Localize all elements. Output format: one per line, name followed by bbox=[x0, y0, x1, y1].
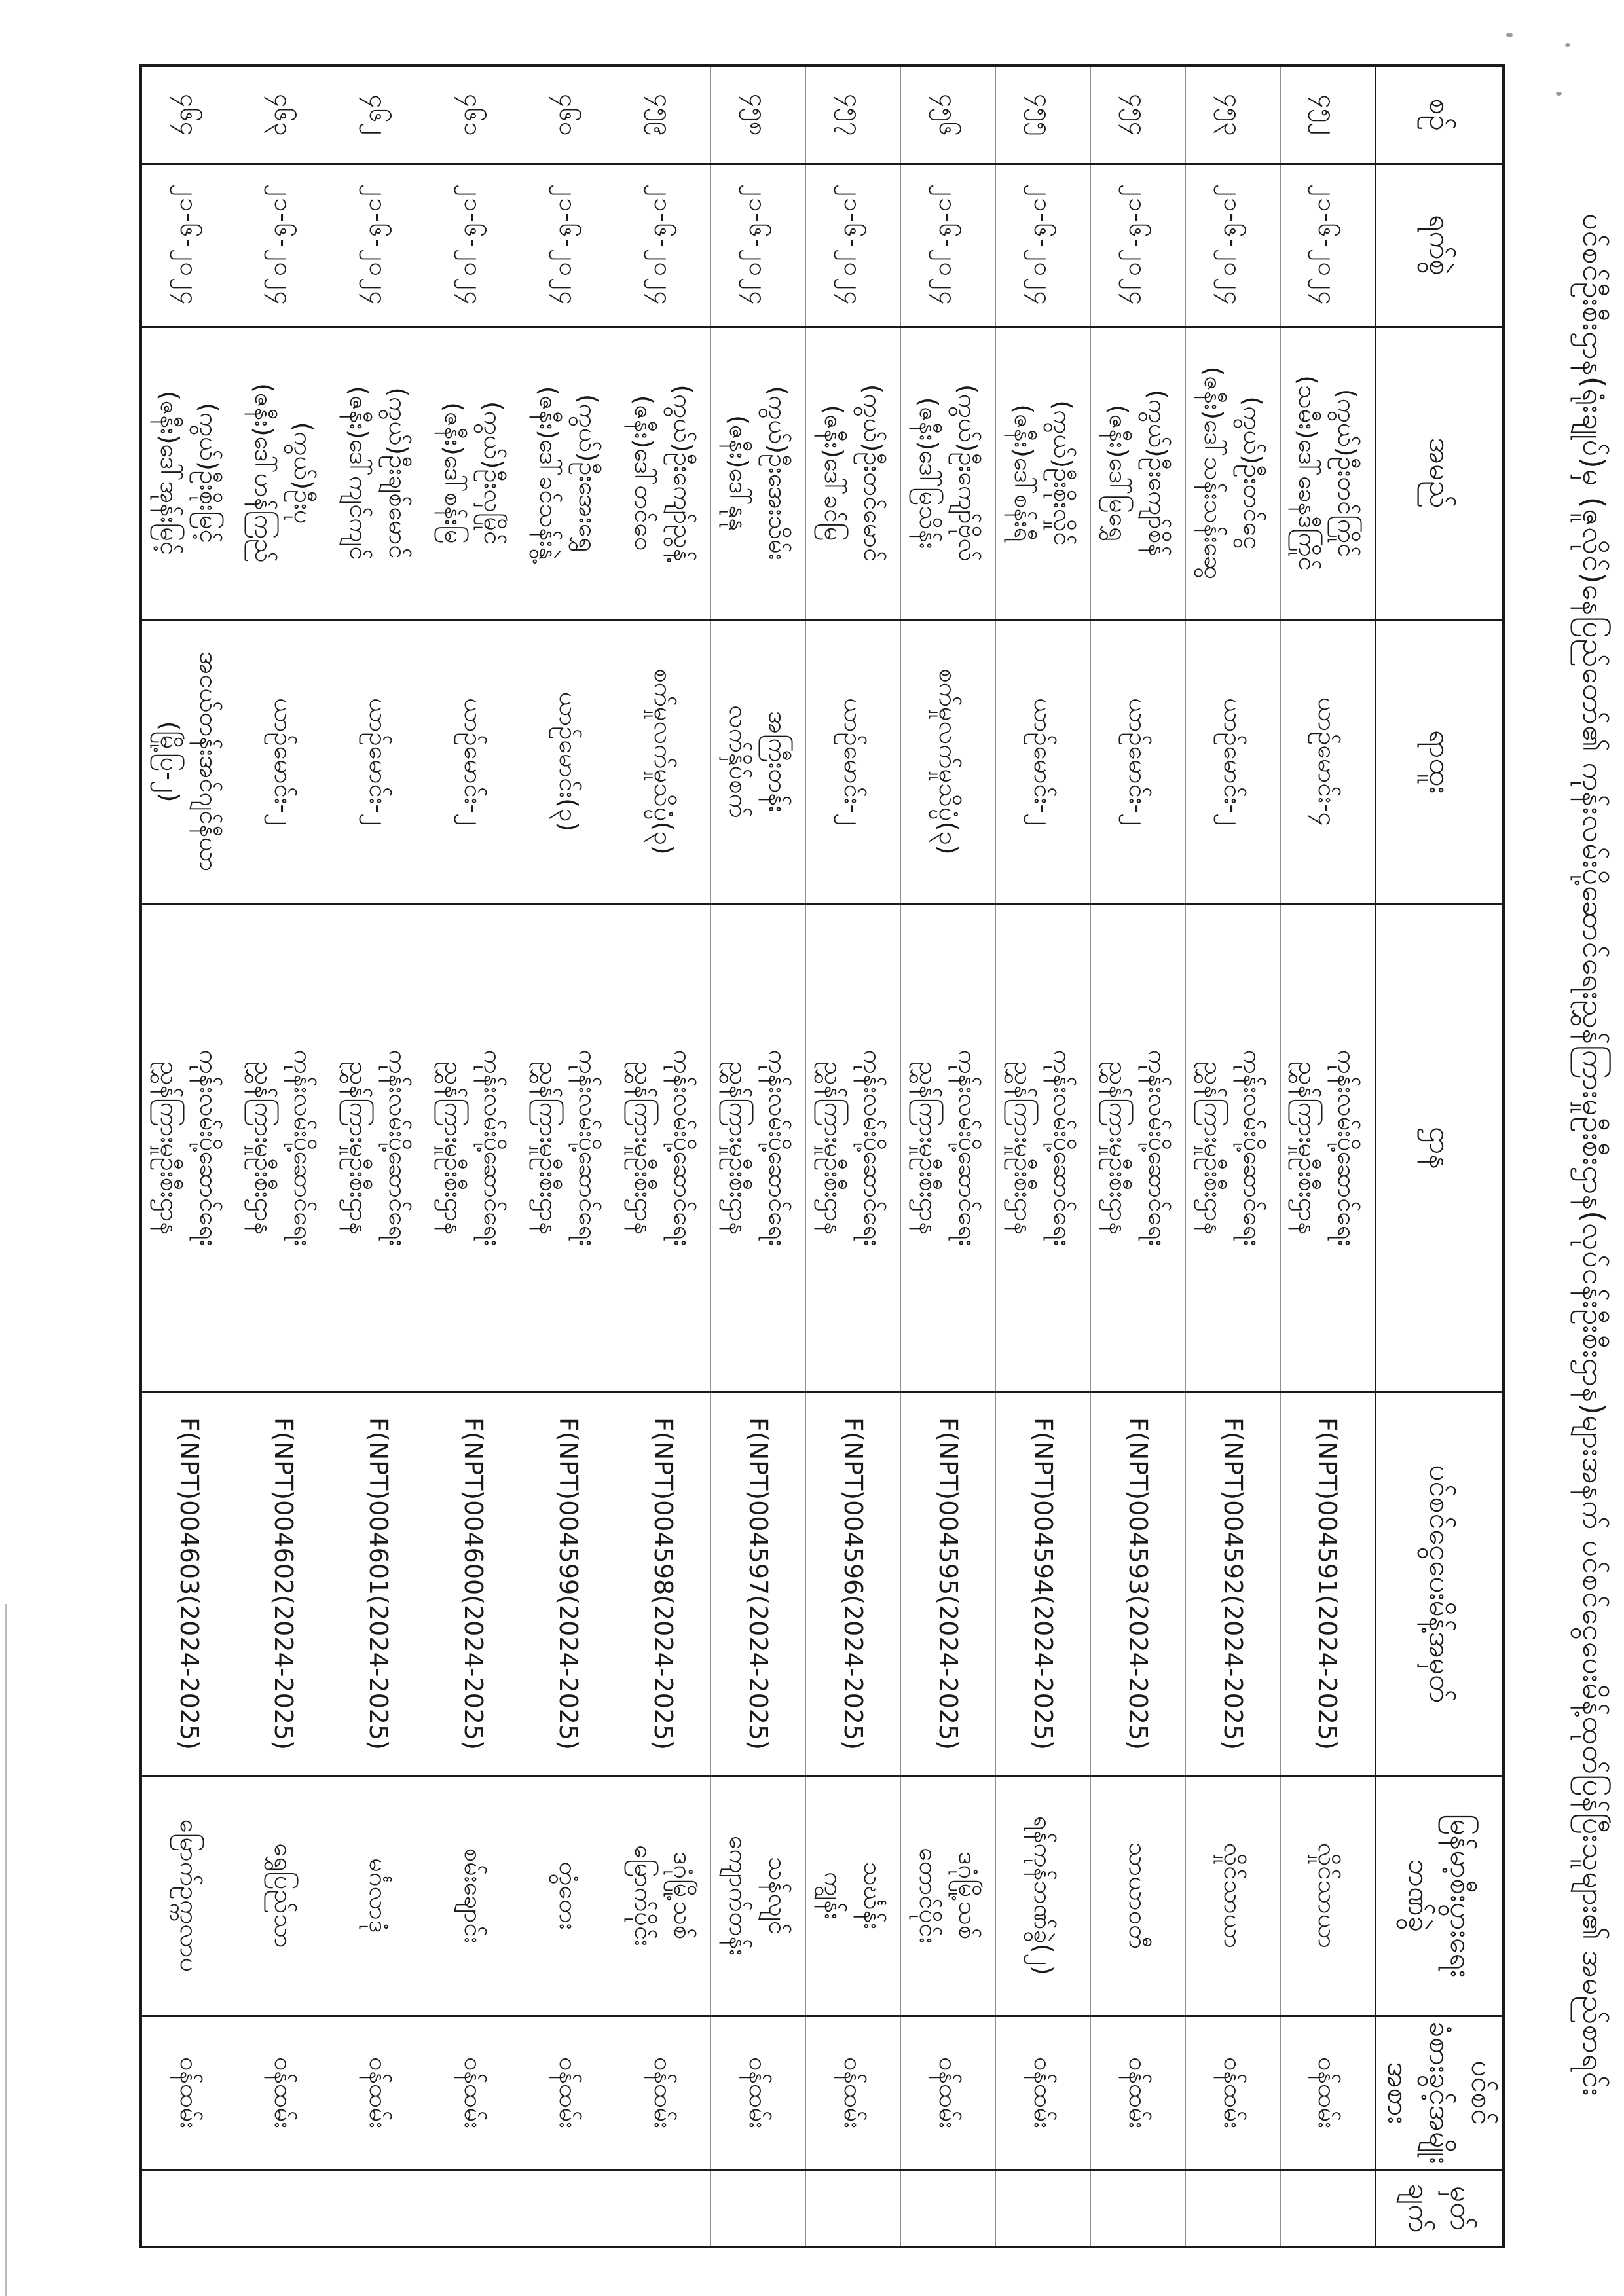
cell-pension-type: ဝန်ထမ်း bbox=[1091, 2016, 1186, 2170]
cell-pension-type: ဝန်ထမ်း bbox=[901, 2016, 996, 2170]
cell-pension-type: ဝန်ထမ်း bbox=[521, 2016, 616, 2170]
cell-name: (ကွယ်)ဦးကျော်ဗိုလ် (ဇနီး)ဒေါ်မြသိန်း bbox=[901, 327, 996, 619]
cell-remark bbox=[806, 2170, 901, 2247]
scan-speck bbox=[1506, 33, 1513, 37]
cell-remark bbox=[996, 2170, 1091, 2247]
cell-order-no: F(NPT)004595(2024-2025) bbox=[901, 1392, 996, 1776]
cell-serial: ၄၅၇ bbox=[806, 65, 901, 164]
cell-bank-branch: လှိုင်သာယာ bbox=[1186, 1776, 1281, 2016]
cell-remark bbox=[1091, 2170, 1186, 2247]
table-row-457 bbox=[806, 65, 901, 2247]
cell-bank-branch: မင်္ဂလာဒုံ bbox=[331, 1776, 426, 2016]
cell-name: (ကွယ်)ဦးစိုးမြင့် (ဇနီး)ဒေါ်အုန်းမြင့် bbox=[141, 327, 236, 619]
cell-date: ၂၁-၆-၂၀၂၄ bbox=[1186, 164, 1281, 327]
cell-department: ကုန်းလမ်းပို့ဆောင်ရေး ညွှန်ကြားမှုဦးစီးဌာန bbox=[616, 904, 711, 1392]
cell-pension-type: ဝန်ထမ်း bbox=[331, 2016, 426, 2170]
table-row-461 bbox=[426, 65, 521, 2247]
cell-name: (ကွယ်)ဦးတင်မောင် (ဇနီး)ဒေါ်ခင်မြ bbox=[806, 327, 901, 619]
table-row-462 bbox=[331, 65, 426, 2247]
cell-bank-branch: စမ်းချောင်း bbox=[426, 1776, 521, 2016]
cell-name: (ကွယ်)ဦးအေးသိမ်း (ဇနီး)ဒေါ်နုနု bbox=[711, 327, 806, 619]
cell-bank-branch: ဒဂုံမြို့သစ် တောင်ပိုင်း bbox=[901, 1776, 996, 2016]
cell-bank-branch: သန်လျင် ကျောက်တန်း bbox=[711, 1776, 806, 2016]
cell-date: ၂၁-၆-၂၀၂၄ bbox=[616, 164, 711, 327]
col-header-order-no: ပင်စင်ငွေပေးမိန့်အမှတ် bbox=[1376, 1392, 1504, 1776]
cell-remark bbox=[331, 2170, 426, 2247]
cell-order-no: F(NPT)004596(2024-2025) bbox=[806, 1392, 901, 1776]
cell-remark bbox=[1281, 2170, 1376, 2247]
cell-pension-type: ဝန်ထမ်း bbox=[1186, 2016, 1281, 2170]
cell-date: ၂၁-၆-၂၀၂၄ bbox=[806, 164, 901, 327]
table-row-460 bbox=[521, 65, 616, 2247]
cell-order-no: F(NPT)004597(2024-2025) bbox=[711, 1392, 806, 1776]
cell-remark bbox=[711, 2170, 806, 2247]
cell-remark bbox=[1186, 2170, 1281, 2247]
cell-pension-type: ဝန်ထမ်း bbox=[1281, 2016, 1376, 2170]
cell-order-no: F(NPT)004602(2024-2025) bbox=[236, 1392, 331, 1776]
cell-date: ၂၁-၆-၂၀၂၄ bbox=[236, 164, 331, 327]
cell-remark bbox=[521, 2170, 616, 2247]
cell-pension-type: ဝန်ထမ်း bbox=[426, 2016, 521, 2170]
cell-serial: ၄၆၄ bbox=[141, 65, 236, 164]
cell-position: ယာဉ်မောင်း-၂ bbox=[331, 619, 426, 904]
cell-position: ယာဉ်မောင်း-၄ bbox=[1281, 619, 1376, 904]
cell-position: ယာဉ်မောင်း(၃) bbox=[521, 619, 616, 904]
cell-date: ၂၁-၆-၂၀၂၄ bbox=[141, 164, 236, 327]
cell-date: ၂၁-၆-၂၀၂၄ bbox=[1281, 164, 1376, 327]
col-header-pension-type: ပင်စင် ခံစားခွင့်အမျိုးအစား bbox=[1376, 2016, 1504, 2170]
cell-serial: ၄၅၈ bbox=[711, 65, 806, 164]
cell-order-no: F(NPT)004600(2024-2025) bbox=[426, 1392, 521, 1776]
cell-serial: ၄၅၃ bbox=[1186, 65, 1281, 164]
col-header-position: ရာထူး bbox=[1376, 619, 1504, 904]
cell-serial: ၄၅၂ bbox=[1281, 65, 1376, 164]
scan-speck bbox=[1556, 92, 1562, 96]
cell-order-no: F(NPT)004594(2024-2025) bbox=[996, 1392, 1091, 1776]
cell-bank-branch: သာယာဝတီ bbox=[1091, 1776, 1186, 2016]
scan-edge-artifact bbox=[5, 1604, 7, 2296]
cell-bank-branch: ရွှေပြည်သာ bbox=[236, 1776, 331, 2016]
cell-date: ၂၁-၆-၂၀၂၄ bbox=[1091, 164, 1186, 327]
cell-department: ကုန်းလမ်းပို့ဆောင်ရေး ညွှန်ကြားမှုဦးစီးဌာန bbox=[236, 904, 331, 1392]
cell-position: အကြီးတန်း လက်နှိပ်စက် bbox=[711, 619, 806, 904]
cell-position: ယာဉ်မောင်း-၂ bbox=[1186, 619, 1281, 904]
cell-department: ကုန်းလမ်းပို့ဆောင်ရေး ညွှန်ကြားမှုဦးစီးဌာန bbox=[901, 904, 996, 1392]
cell-order-no: F(NPT)004603(2024-2025) bbox=[141, 1392, 236, 1776]
cell-order-no: F(NPT)004592(2024-2025) bbox=[1186, 1392, 1281, 1776]
cell-name: (ကွယ်)ဦးကျော်စိန် (ဇနီး)ဒေါ်မြရွှေ bbox=[1091, 327, 1186, 619]
cell-department: ကုန်းလမ်းပို့ဆောင်ရေး ညွှန်ကြားမှုဦးစီးဌာန bbox=[331, 904, 426, 1392]
cell-order-no: F(NPT)004593(2024-2025) bbox=[1091, 1392, 1186, 1776]
cell-bank-branch: ရန်ကုန်ဘဏ်ခွဲ(၂) bbox=[996, 1776, 1091, 2016]
cell-date: ၂၁-၆-၂၀၂၄ bbox=[331, 164, 426, 327]
cell-order-no: F(NPT)004599(2024-2025) bbox=[521, 1392, 616, 1776]
cell-position: ယာဉ်မောင်း-၂ bbox=[426, 619, 521, 904]
cell-position: စက်မှုလက်မှုသိပ္ပံ(၃) bbox=[901, 619, 996, 904]
table-row-455 bbox=[996, 65, 1091, 2247]
scan-speck bbox=[1565, 43, 1570, 47]
table-row-458 bbox=[711, 65, 806, 2247]
cell-serial: ၄၆၂ bbox=[331, 65, 426, 164]
cell-remark bbox=[616, 2170, 711, 2247]
cell-department: ကုန်းလမ်းပို့ဆောင်ရေး ညွှန်ကြားမှုဦးစီးဌာန bbox=[711, 904, 806, 1392]
cell-remark bbox=[426, 2170, 521, 2247]
cell-position: အငယ်တန်းအင်ဂျင်နီယာ (မြို့ပြ-၂) bbox=[141, 619, 236, 904]
cell-name: (ကွယ်)ဦးပု (ဇနီး)ဒေါ်ဟန်ကြည် bbox=[236, 327, 331, 619]
cell-serial: ၄၆၁ bbox=[426, 65, 521, 164]
table-row-452 bbox=[1281, 65, 1376, 2247]
cell-bank-branch: တွံတေး bbox=[521, 1776, 616, 2016]
cell-remark bbox=[236, 2170, 331, 2247]
cell-date: ၂၁-၆-၂၀၂၄ bbox=[996, 164, 1091, 327]
cell-position: ယာဉ်မောင်း-၂ bbox=[236, 619, 331, 904]
cell-position: စက်မှုလက်မှုသိပ္ပံ(၃) bbox=[616, 619, 711, 904]
cell-pension-type: ဝန်ထမ်း bbox=[236, 2016, 331, 2170]
cell-order-no: F(NPT)004601(2024-2025) bbox=[331, 1392, 426, 1776]
cell-serial: ၄၅၉ bbox=[616, 65, 711, 164]
cell-serial: ၄၅၄ bbox=[1091, 65, 1186, 164]
cell-name: (ကွယ်)ဦးတင်ကြိုင် (သမီး)ဒေါ်ခေနဒီကြိုင် bbox=[1281, 327, 1376, 619]
cell-pension-type: ဝန်ထမ်း bbox=[711, 2016, 806, 2170]
cell-remark bbox=[141, 2170, 236, 2247]
cell-name: (ကွယ်)ဦးကျော်ညွန့် (ဇနီး)ဒေါ်တင်ဝေ bbox=[616, 327, 711, 619]
cell-bank-branch: မြောက်ဥက္ကလာပ bbox=[141, 1776, 236, 2016]
cell-pension-type: ဝန်ထမ်း bbox=[616, 2016, 711, 2170]
cell-department: ကုန်းလမ်းပို့ဆောင်ရေး ညွှန်ကြားမှုဦးစီးဌာန bbox=[806, 904, 901, 1392]
cell-department: ကုန်းလမ်းပို့ဆောင်ရေး ညွှန်ကြားမှုဦးစီးဌာန bbox=[1091, 904, 1186, 1392]
document-title: ပင်စင်ဦးစီးဌာန(ရုံးချုပ်)မှ (ဇူလိုင်)နေပြည်တော်၏ ကုန်းလမ်းပို့ဆောင်ရေးညွှန်ကြားမှုဦးစီးဌာန(လုပ်ငန်းဦးစီးဌာန)များအနက် ပင်စင်ငွေပေးမိန့်ထုတ်ပြန်ပြီးသူများ၏ အမည်စာရင်း bbox=[1576, 213, 1611, 2097]
col-header-date: ရက်စွဲ bbox=[1376, 164, 1504, 327]
table-row-459 bbox=[616, 65, 711, 2247]
cell-name: (ကွယ်)ဦးစိုးလှိုင် (ဇနီး)ဒေါ်စန်းရီ bbox=[996, 327, 1091, 619]
cell-date: ၂၁-၆-၂၀၂၄ bbox=[521, 164, 616, 327]
cell-date: ၂၁-၆-၂၀၂၄ bbox=[426, 164, 521, 327]
cell-name: (ကွယ်)ဦးအေးရွှေ (ဇနီး)ဒေါ်ခင်သန်းနွဲ့ bbox=[521, 327, 616, 619]
cell-serial: ၄၆၀ bbox=[521, 65, 616, 164]
cell-department: ကုန်းလမ်းပို့ဆောင်ရေး ညွှန်ကြားမှုဦးစီးဌာန bbox=[426, 904, 521, 1392]
cell-position: ယာဉ်မောင်း-၂ bbox=[1091, 619, 1186, 904]
cell-department: ကုန်းလမ်းပို့ဆောင်ရေး ညွှန်ကြားမှုဦးစီးဌာန bbox=[521, 904, 616, 1392]
cell-department: ကုန်းလမ်းပို့ဆောင်ရေး ညွှန်ကြားမှုဦးစီးဌာန bbox=[1281, 904, 1376, 1392]
cell-pension-type: ဝန်ထမ်း bbox=[996, 2016, 1091, 2170]
table-row-453 bbox=[1186, 65, 1281, 2247]
cell-serial: ၄၅၅ bbox=[996, 65, 1091, 164]
cell-department: ကုန်းလမ်းပို့ဆောင်ရေး ညွှန်ကြားမှုဦးစီးဌာန bbox=[1186, 904, 1281, 1392]
cell-name: (ကွယ်)ဦးလှမြိုင် (ဇနီး)ဒေါ်စန်းမြ bbox=[426, 327, 521, 619]
col-header-serial: စဉ် bbox=[1376, 65, 1504, 164]
cell-department: ကုန်းလမ်းပို့ဆောင်ရေး ညွှန်ကြားမှုဦးစီးဌာန bbox=[141, 904, 236, 1392]
cell-bank-branch: သင်္ဃန်း ကျွန်း bbox=[806, 1776, 901, 2016]
col-header-department: ဌာန bbox=[1376, 904, 1504, 1392]
cell-name: (ကွယ်)ဦးချစ်မောင် (ဇနီး)ဒေါ်ကျင်ကျင် bbox=[331, 327, 426, 619]
cell-pension-type: ဝန်ထမ်း bbox=[806, 2016, 901, 2170]
table-row-456 bbox=[901, 65, 996, 2247]
cell-position: ယာဉ်မောင်း-၂ bbox=[806, 619, 901, 904]
col-header-name: အမည် bbox=[1376, 327, 1504, 619]
col-header-remark: မှတ် ချက် bbox=[1376, 2170, 1504, 2247]
cell-order-no: F(NPT)004598(2024-2025) bbox=[616, 1392, 711, 1776]
cell-remark bbox=[901, 2170, 996, 2247]
cell-serial: ၄၆၃ bbox=[236, 65, 331, 164]
cell-bank-branch: လှိုင်သာယာ bbox=[1281, 1776, 1376, 2016]
table-row-464 bbox=[141, 65, 236, 2247]
table-row-454 bbox=[1091, 65, 1186, 2247]
table-row-463 bbox=[236, 65, 331, 2247]
cell-position: ယာဉ်မောင်း-၂ bbox=[996, 619, 1091, 904]
cell-date: ၂၁-၆-၂၀၂၄ bbox=[901, 164, 996, 327]
cell-pension-type: ဝန်ထမ်း bbox=[141, 2016, 236, 2170]
cell-department: ကုန်းလမ်းပို့ဆောင်ရေး ညွှန်ကြားမှုဦးစီးဌာန bbox=[996, 904, 1091, 1392]
cell-bank-branch: ဒဂုံမြို့သစ် မြောက်ပိုင်း bbox=[616, 1776, 711, 2016]
col-header-bank-branch: မြန်မာ့စီးပွားရေး ဘဏ်ခွဲ bbox=[1376, 1776, 1504, 2016]
cell-date: ၂၁-၆-၂၀၂၄ bbox=[711, 164, 806, 327]
cell-serial: ၄၅၆ bbox=[901, 65, 996, 164]
header-row bbox=[1376, 65, 1504, 2247]
cell-order-no: F(NPT)004591(2024-2025) bbox=[1281, 1392, 1376, 1776]
cell-name: (ကွယ်)ဦးတင်ငွေ (ဇနီး)ဒေါ်သန်းသန်းဆွေ bbox=[1186, 327, 1281, 619]
pension-table bbox=[140, 64, 1505, 2248]
